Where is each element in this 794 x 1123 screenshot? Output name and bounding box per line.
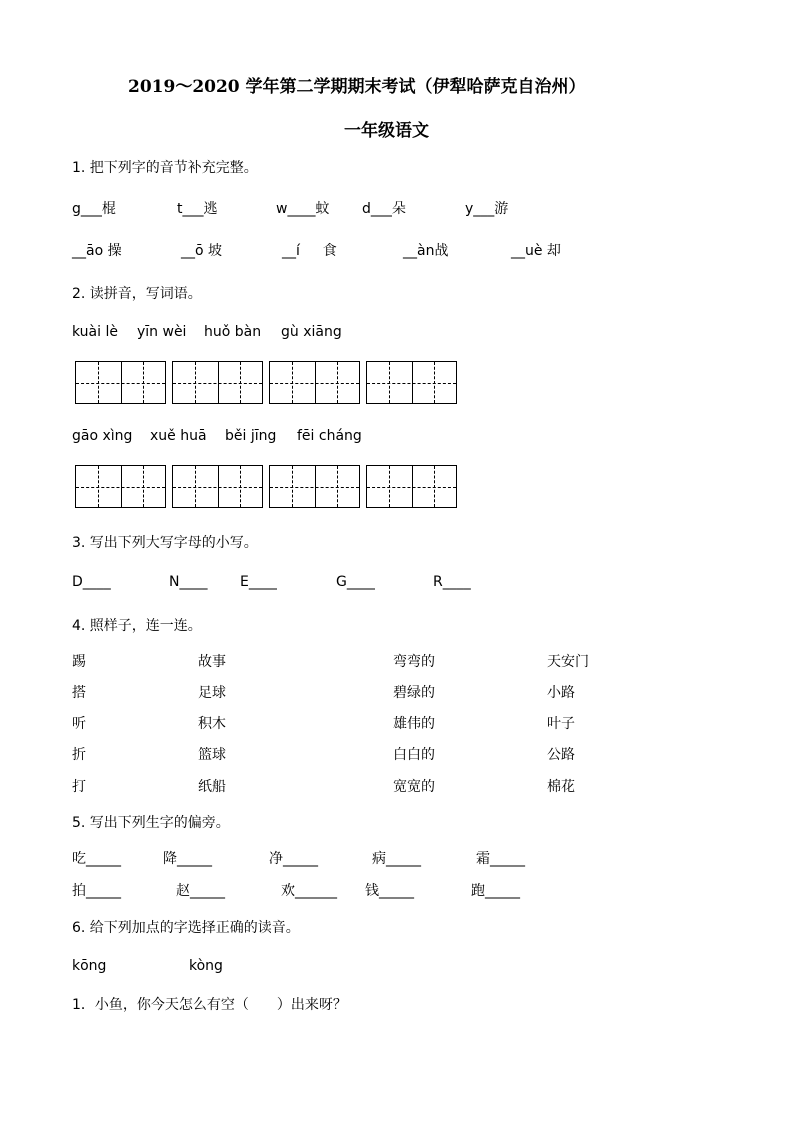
q1-item: d___朵: [362, 201, 406, 217]
match-word: 积木: [198, 716, 226, 732]
q1-item: __ō 坡: [181, 243, 223, 259]
pinyin-label: běi jīng: [225, 428, 277, 444]
page-subtitle: 一年级语文: [344, 121, 429, 141]
q1-item: y___游: [465, 201, 509, 217]
match-word: 弯弯的: [393, 654, 435, 670]
q5-item: 病_____: [372, 851, 421, 867]
match-word: 纸船: [198, 779, 226, 795]
match-word: 小路: [547, 685, 575, 701]
q5-item: 吃_____: [72, 851, 121, 867]
match-word: 天安门: [547, 654, 589, 670]
pinyin-label: xuě huā: [150, 428, 207, 444]
q6-sentence: 1．小鱼，你今天怎么有空（ ）出来呀？: [72, 997, 347, 1013]
q1-item: __àn战: [403, 243, 449, 259]
match-word: 篮球: [198, 747, 226, 763]
match-word: 踢: [72, 654, 86, 670]
writing-box[interactable]: [269, 465, 360, 508]
q5-item: 净_____: [269, 851, 318, 867]
q1-item: g___棍: [72, 201, 116, 217]
q5-item: 钱_____: [365, 883, 414, 899]
match-word: 碧绿的: [393, 685, 435, 701]
q3-item: R____: [433, 574, 471, 590]
q5-item: 跑_____: [471, 883, 520, 899]
match-word: 公路: [547, 747, 575, 763]
q1-item: __í 食: [282, 243, 337, 259]
match-word: 搭: [72, 685, 86, 701]
pinyin-label: yīn wèi: [137, 324, 187, 340]
writing-box[interactable]: [172, 361, 263, 404]
match-word: 打: [72, 779, 86, 795]
q3-heading: 3. 写出下列大写字母的小写。: [72, 535, 258, 551]
q5-item: 霜_____: [476, 851, 525, 867]
q5-item: 欢______: [281, 883, 337, 899]
match-word: 足球: [198, 685, 226, 701]
match-word: 听: [72, 716, 86, 732]
q5-item: 赵_____: [176, 883, 225, 899]
pinyin-label: fēi cháng: [297, 428, 362, 444]
match-word: 叶子: [547, 716, 575, 732]
q5-item: 拍_____: [72, 883, 121, 899]
pinyin-option: kōng: [72, 958, 107, 974]
q1-item: w____蚊: [276, 201, 330, 217]
writing-box[interactable]: [75, 465, 166, 508]
q3-item: E____: [240, 574, 277, 590]
q3-item: G____: [336, 574, 375, 590]
match-word: 折: [72, 747, 86, 763]
pinyin-label: gāo xìng: [72, 428, 133, 444]
q4-heading: 4. 照样子，连一连。: [72, 618, 202, 634]
writing-box[interactable]: [366, 361, 457, 404]
q1-item: __uè 却: [511, 243, 561, 259]
pinyin-option: kòng: [189, 958, 223, 974]
writing-box[interactable]: [366, 465, 457, 508]
q2-heading: 2. 读拼音，写词语。: [72, 286, 202, 302]
writing-box[interactable]: [75, 361, 166, 404]
match-word: 雄伟的: [393, 716, 435, 732]
pinyin-label: gù xiāng: [281, 324, 342, 340]
page-title: 2019～2020 学年第二学期期末考试（伊犁哈萨克自治州）: [128, 77, 586, 97]
pinyin-label: kuài lè: [72, 324, 118, 340]
match-word: 棉花: [547, 779, 575, 795]
match-word: 故事: [198, 654, 226, 670]
match-word: 宽宽的: [393, 779, 435, 795]
q1-heading: 1. 把下列字的音节补充完整。: [72, 160, 258, 176]
writing-box[interactable]: [172, 465, 263, 508]
q1-item: __āo 操: [72, 243, 122, 259]
q1-item: t___逃: [177, 201, 218, 217]
q6-heading: 6. 给下列加点的字选择正确的读音。: [72, 920, 300, 936]
q3-item: N____: [169, 574, 208, 590]
match-word: 白白的: [393, 747, 435, 763]
q5-item: 降_____: [163, 851, 212, 867]
writing-box[interactable]: [269, 361, 360, 404]
q5-heading: 5. 写出下列生字的偏旁。: [72, 815, 230, 831]
pinyin-label: huǒ bàn: [204, 324, 262, 340]
q3-item: D____: [72, 574, 111, 590]
